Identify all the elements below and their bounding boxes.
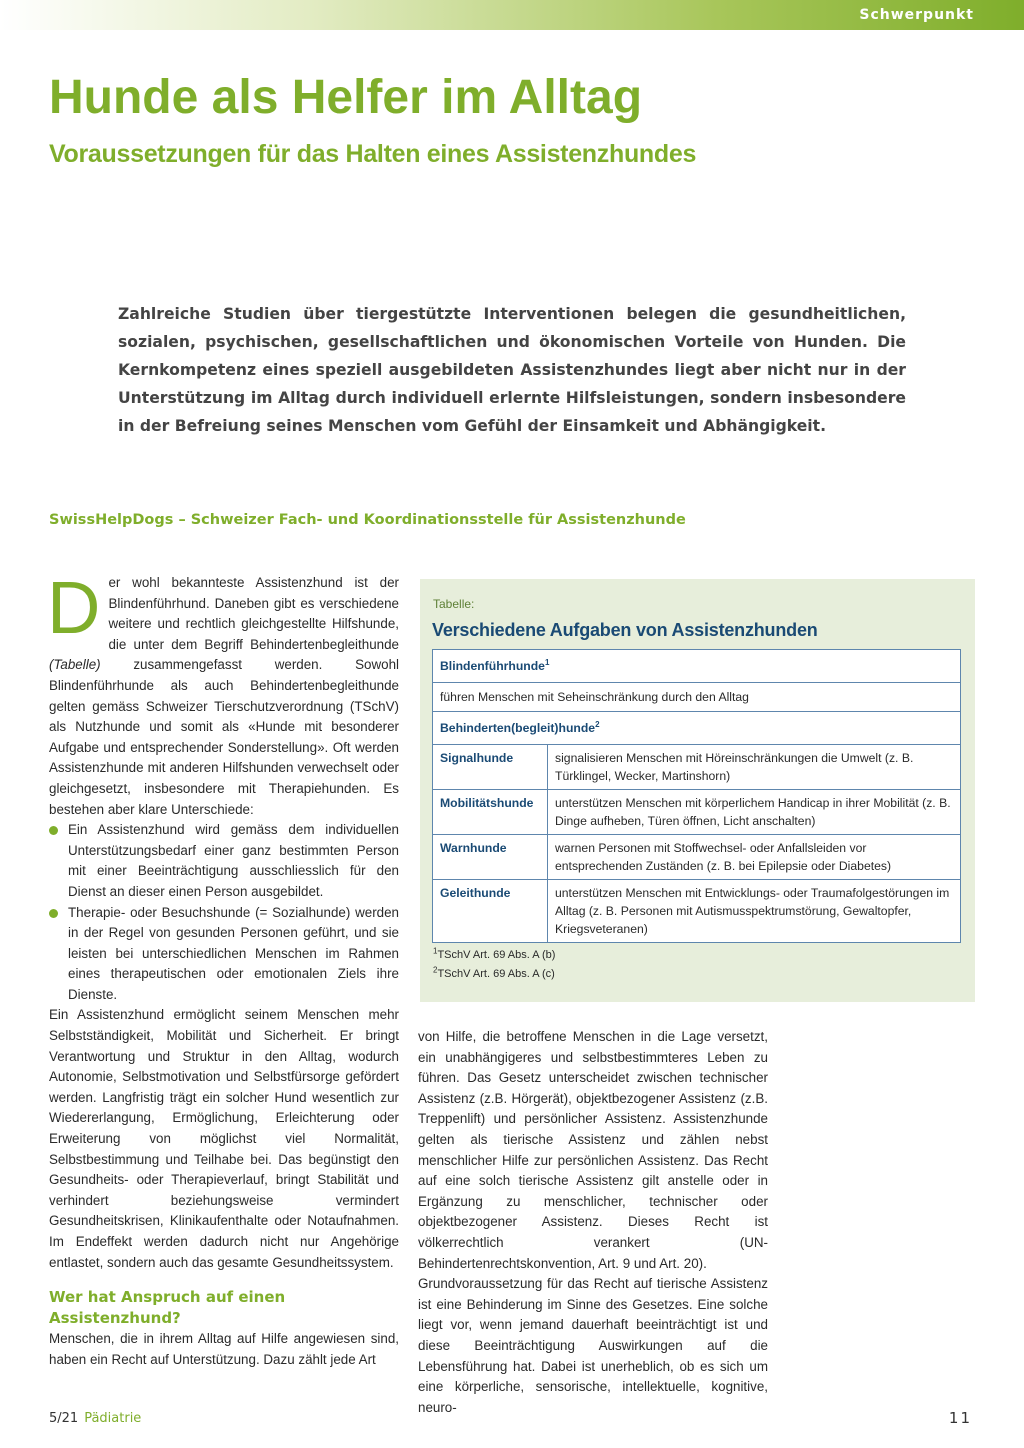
task-description-cell: unterstützen Menschen mit körperlichem Handicap in ihrer Mobilität (z. B. Dinge aufheben, Türen öffnen, Licht anschalten): [548, 790, 961, 835]
footnote-marker: 1: [544, 657, 550, 667]
intro-text-start: er wohl bekannteste Assistenzhund ist der Blindenführhund. Daneben gibt es verschiedene weitere und rechtlich gleichgestellte Hilfshunde, die unter dem Begriff Behindertenbegleithunde: [108, 575, 399, 652]
dog-type-cell: Mobilitätshunde: [433, 790, 548, 835]
table-row: [433, 790, 961, 835]
table-box: [420, 579, 975, 1002]
list-item-text: Therapie- oder Besuchshunde (= Sozialhunde) werden in der Regel von gesunden Personen geführt, und sie leisten bei unterschiedlichen Menschen im Rahmen eines therapeutischen oder emotionalen Ziels ihre Dienste.: [68, 904, 399, 1002]
table-row: [433, 683, 961, 712]
footnote-marker: 1: [433, 946, 438, 956]
section-label: Schwerpunkt: [859, 7, 974, 23]
difference-list: [49, 820, 399, 1005]
table-reference: (Tabelle): [49, 657, 101, 673]
footnote-text: TSchV Art. 69 Abs. A (b): [437, 949, 556, 961]
page-footer: [49, 1411, 141, 1426]
table-section-header: [433, 650, 961, 683]
text-column-left: [47, 566, 399, 1370]
body-paragraph: Ein Assistenzhund ermöglicht seinem Menschen mehr Selbstständigkeit, Mobilität und Sicherheit. Er bringt Verantwortung und Struktur in den Alltag, wodurch Autonomie, Selbstmotivation und Selbstfürsorge gefördert werden. Langfristig trägt ein solcher Hund wesentlich zur Wiedererlangung, Ermöglichung, Erleichterung oder Erweiterung von möglichst viel Normalität, Selbstbestimmung und Teilhabe bei. Das begünstigt den Gesundheits- oder Therapieverlauf, bringt Stabilität und verhindert beziehungsweise vermindert Gesundheitskrisen, Klinikaufenthalte oder Notaufnahmen. Im Endeffekt werden dadurch nicht nur Angehörige entlastet, sondern auch das gesamte Gesundheitssystem.: [49, 1007, 399, 1270]
list-item: [49, 820, 399, 902]
bullet-icon: [49, 909, 58, 918]
list-item: [49, 903, 399, 1006]
assistance-dog-table: [432, 649, 961, 943]
footnote-text: TSchV Art. 69 Abs. A (c): [437, 968, 555, 980]
task-description-cell: unterstützen Menschen mit Entwicklungs- oder Traumafolgestörungen im Alltag (z. B. Personen mit Autismusspektrumstörung, Gewaltopfer, Kriegsveteranen): [548, 880, 961, 943]
article-title: Hunde als Helfer im Alltag: [49, 71, 643, 124]
table-row: [433, 712, 961, 745]
dog-type-cell: Signalhunde: [433, 745, 548, 790]
lead-paragraph: Zahlreiche Studien über tiergestützte Interventionen belegen die gesundheitlichen, sozialen, psychischen, gesellschaftlichen und ökonomischen Vorteile von Hunden. Die Kernkompetenz eines speziell ausgebildeten Assistenzhundes liegt aber nicht nur in der Unterstützung im Alltag durch individuell erlernte Hilfsleistungen, sondern insbesondere in der Befreiung seines Menschen vom Gefühl der Einsamkeit und Abhängigkeit.: [118, 305, 906, 435]
table-label: Tabelle:: [433, 597, 475, 611]
page-number: 11: [948, 1409, 972, 1427]
magazine-name: Pädiatrie: [84, 1411, 142, 1426]
body-paragraph: Grundvoraussetzung für das Recht auf tierische Assistenz ist eine Behinderung im Sinne des Gesetzes. Eine solche liegt vor, wenn jemand dauerhaft beeinträchtigt ist und diese Beeinträchtigung Auswirkungen auf die Lebensführung hat. Dabei ist unerheblich, ob es sich um eine körperliche, sensorische, intellektuelle, kognitive, neuro-: [418, 1276, 768, 1415]
table-footnote: [433, 965, 555, 980]
top-banner: [0, 0, 1024, 30]
table-row: [433, 650, 961, 683]
footnote-marker: 2: [433, 965, 438, 975]
task-description-cell: signalisieren Menschen mit Höreinschränkungen die Umwelt (z. B. Türklingel, Wecker, Martinshorn): [548, 745, 961, 790]
section-header-text: Blindenführhunde: [440, 659, 545, 673]
list-item-text: Ein Assistenzhund wird gemäss dem individuellen Unterstützungsbedarf einer ganz bestimmten Person mit einer Beeinträchtigung ausschliesslich für den Dienst an dieser einen Person ausgebildet.: [68, 822, 399, 899]
table-title: Verschiedene Aufgaben von Assistenzhunden: [432, 620, 818, 640]
author-kicker: SwissHelpDogs – Schweizer Fach- und Koordinationsstelle für Assistenzhunde: [49, 512, 686, 528]
article-subtitle: Voraussetzungen für das Halten eines Assistenzhundes: [49, 140, 697, 168]
table-row: [433, 745, 961, 790]
intro-text-end: zusammengefasst werden. Sowohl Blindenführhunde als auch Behindertenbegleithunde gelten gemäss Schweizer Tierschutzverordnung (TSchV) als Nutzhunde und somit als «Hunde mit besonderer Aufgabe und entsprechender Sonderstellung». Oft werden Assistenzhunde mit anderen Hilfshunden verwechselt oder gleichgesetzt, insbesondere mit Therapiehunden. Es bestehen aber klare Unterschiede:: [49, 657, 399, 817]
body-paragraph: Menschen, die in ihrem Alltag auf Hilfe angewiesen sind, haben ein Recht auf Unterstützung. Dazu zählt jede Art: [49, 1331, 399, 1367]
dog-type-cell: Warnhunde: [433, 835, 548, 880]
footnote-marker: 2: [595, 719, 600, 729]
table-row: [433, 880, 961, 943]
text-column-right: [418, 1027, 768, 1418]
drop-cap: D: [47, 566, 101, 649]
dog-type-cell: Geleithunde: [433, 880, 548, 943]
table-footnote: [433, 946, 556, 961]
table-row: [433, 835, 961, 880]
task-description-cell: warnen Personen mit Stoffwechsel- oder Anfallsleiden vor entsprechenden Zuständen (z. B. bei Epilepsie oder Diabetes): [548, 835, 961, 880]
section-header-text: Behinderten(begleit)hunde: [440, 721, 596, 735]
bullet-icon: [49, 826, 58, 835]
table-section-header: [433, 712, 961, 745]
body-paragraph: von Hilfe, die betroffene Menschen in die Lage versetzt, ein unabhängigeres und selbstbestimmteres Leben zu führen. Das Gesetz unterscheidet zwischen technischer Assistenz (z.B. Hörgerät), objektbezogener Assistenz (z.B. Treppenlift) und persönlicher Assistenz. Assistenzhunde gelten als tierische Assistenz und zählen nebst menschlicher Hilfe zur persönlichen Assistenz. Das Recht auf eine solch tierische Assistenz gilt anstelle oder in Ergänzung zu menschlicher, technischer oder objektbezogener Assistenz. Dieses Recht ist völkerrechtlich verankert (UN-Behindertenrechtskonvention, Art. 9 und Art. 20).: [418, 1029, 768, 1271]
table-cell: führen Menschen mit Seheinschränkung durch den Alltag: [433, 683, 961, 712]
intro-paragraph: [47, 566, 399, 820]
section-heading: Wer hat Anspruch auf einen Assistenzhund?: [49, 1288, 286, 1328]
issue-number: 5/21: [49, 1411, 79, 1426]
